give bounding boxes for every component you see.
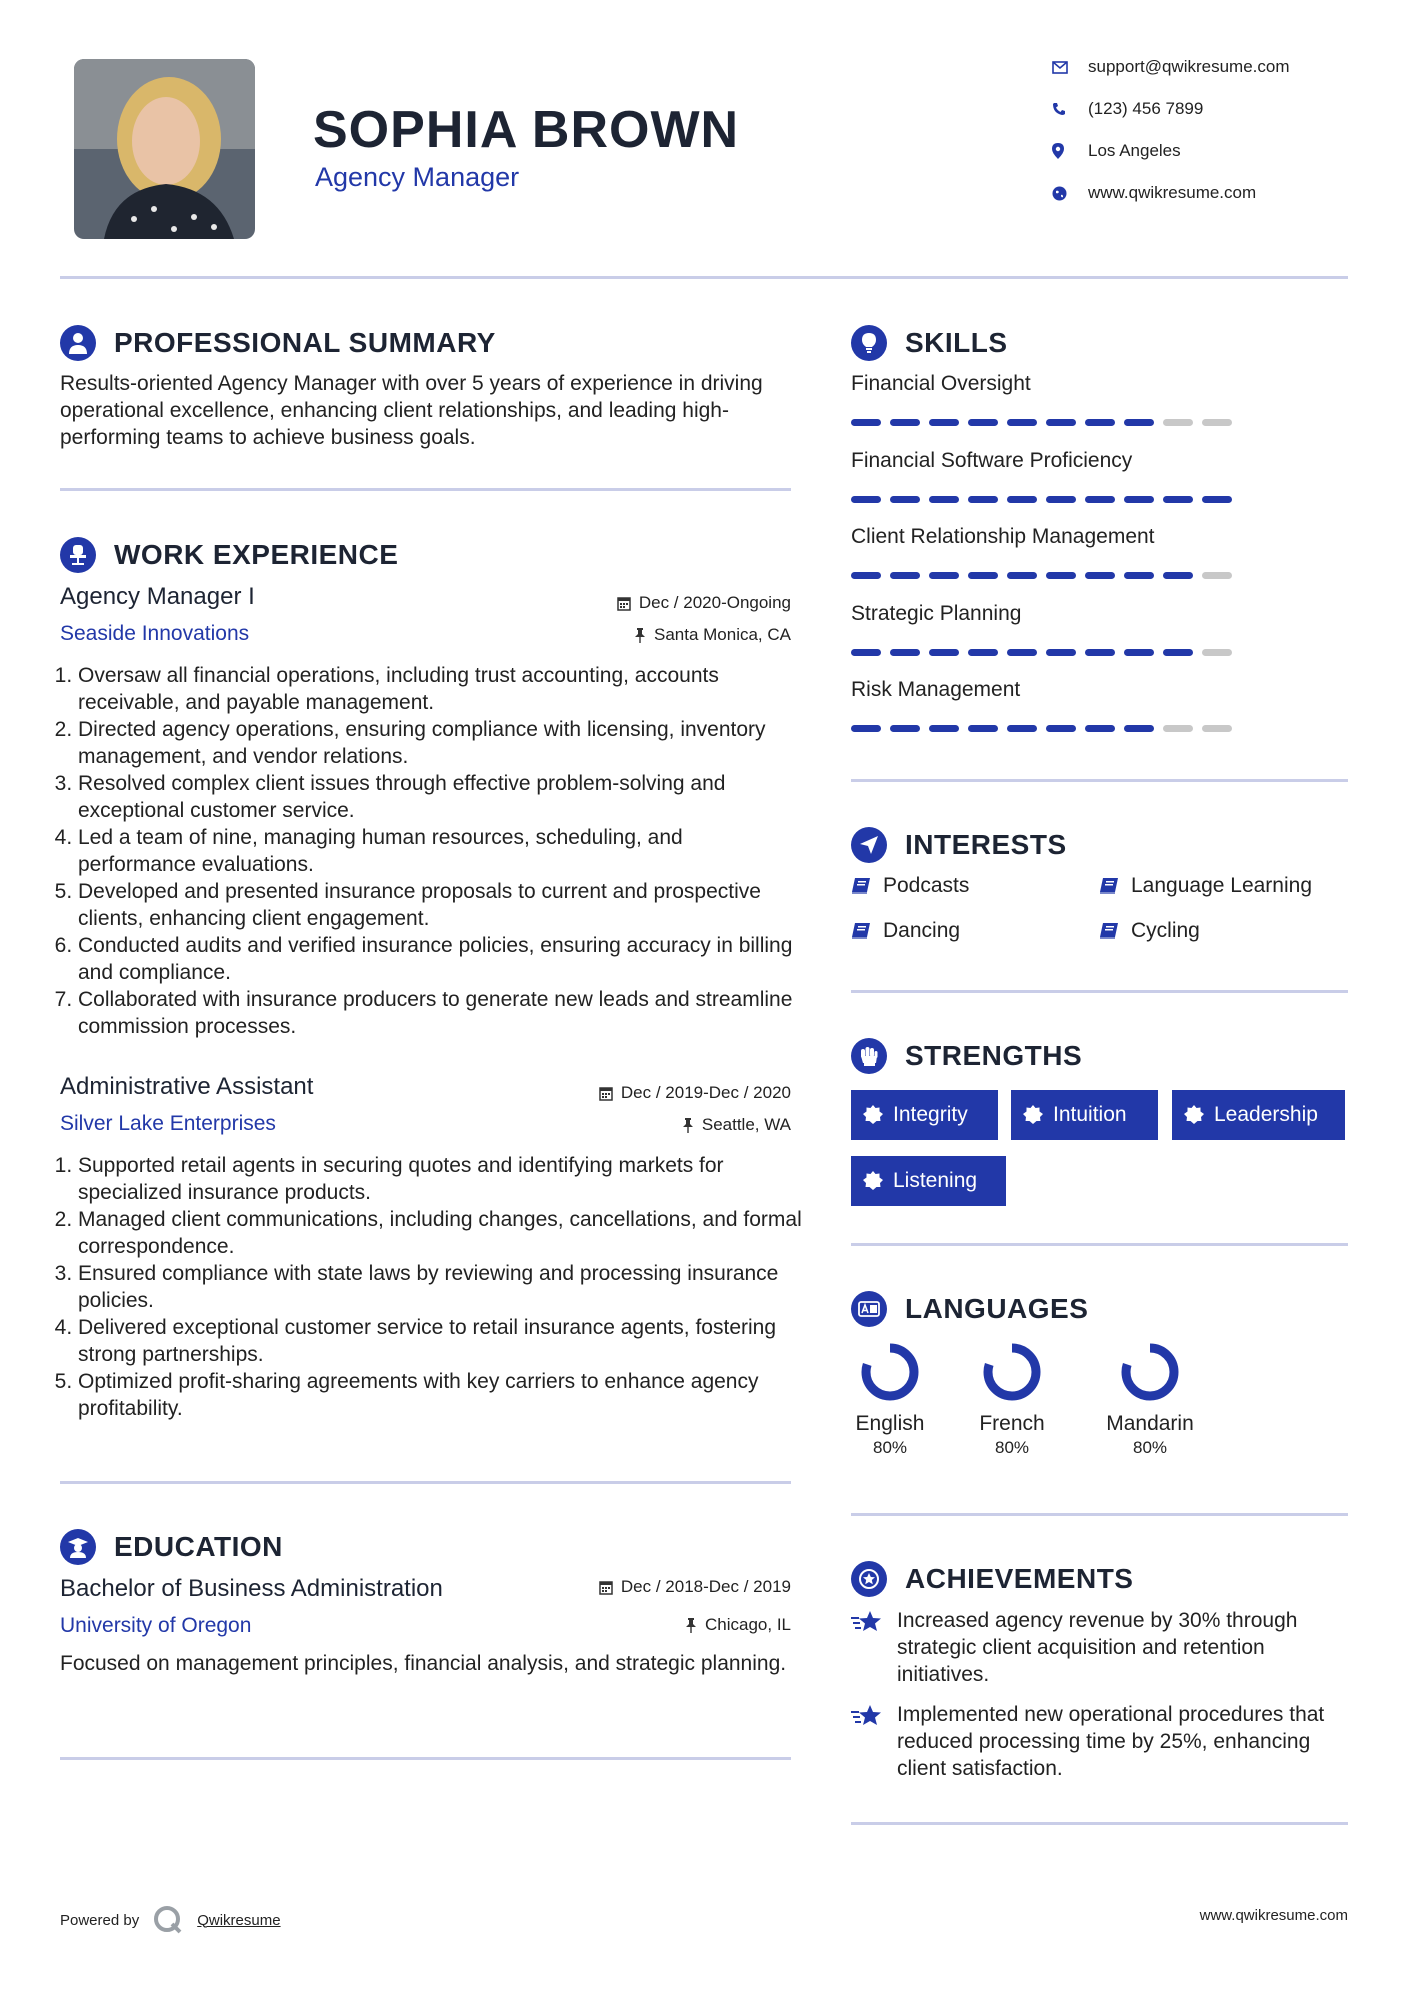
skill-dot-filled bbox=[1046, 725, 1076, 732]
skill-dot-filled bbox=[968, 419, 998, 426]
skill-dot-filled bbox=[1085, 496, 1115, 503]
skill-dot-filled bbox=[890, 725, 920, 732]
skill-dot-empty bbox=[1202, 572, 1232, 579]
education-location: Chicago, IL bbox=[685, 1615, 791, 1635]
list-item: 1. Oversaw all financial operations, including trust accounting, accounts receivable, and payable management. bbox=[78, 662, 805, 716]
list-item: 3. Ensured compliance with state laws by reviewing and processing insurance policies. bbox=[78, 1260, 805, 1314]
skill-dot-filled bbox=[890, 496, 920, 503]
book-icon bbox=[1099, 922, 1119, 940]
language-name: French bbox=[979, 1412, 1045, 1435]
interests-heading: INTERESTS bbox=[851, 827, 1067, 863]
skills-heading: SKILLS bbox=[851, 325, 1008, 361]
book-icon bbox=[851, 877, 871, 895]
achievement-item: Implemented new operational procedures that reduced processing time by 25%, enhancing client satisfaction. bbox=[851, 1701, 1348, 1782]
skill-dot-filled bbox=[1163, 572, 1193, 579]
skill-dot-filled bbox=[929, 572, 959, 579]
skill-dot-filled bbox=[968, 725, 998, 732]
language-gauge bbox=[1120, 1342, 1180, 1402]
skill-dot-filled bbox=[1124, 496, 1154, 503]
education-text: Focused on management principles, financial analysis, and strategic planning. bbox=[60, 1652, 787, 1675]
divider bbox=[851, 779, 1348, 782]
skill-dot-filled bbox=[890, 572, 920, 579]
contact-email[interactable]: support@qwikresume.com bbox=[1050, 57, 1290, 77]
skill-dot-filled bbox=[890, 419, 920, 426]
strength-badge: Leadership bbox=[1172, 1090, 1345, 1140]
skill-dot-filled bbox=[1007, 649, 1037, 656]
interest-item: Language Learning bbox=[1099, 874, 1312, 898]
skill-dot-filled bbox=[929, 419, 959, 426]
phone-icon bbox=[1050, 102, 1088, 116]
candidate-title: Agency Manager bbox=[315, 162, 520, 192]
pin-icon bbox=[682, 1118, 694, 1133]
pin-icon bbox=[685, 1618, 697, 1633]
language-percent: 80% bbox=[872, 1438, 908, 1457]
skill-level-bar bbox=[851, 496, 1232, 503]
language-item bbox=[1100, 1342, 1200, 1458]
skill-dot-filled bbox=[1085, 419, 1115, 426]
skill-dot-empty bbox=[1163, 419, 1193, 426]
achievements-heading: ACHIEVEMENTS bbox=[851, 1561, 1133, 1597]
candidate-name: SOPHIA BROWN bbox=[313, 101, 740, 159]
skill-dot-filled bbox=[1163, 649, 1193, 656]
calendar-icon bbox=[617, 596, 631, 611]
skill-name: Client Relationship Management bbox=[851, 525, 1155, 548]
skill-level-bar bbox=[851, 572, 1232, 579]
skill-dot-filled bbox=[1124, 725, 1154, 732]
book-icon bbox=[1099, 877, 1119, 895]
strengths-heading: STRENGTHS bbox=[851, 1038, 1082, 1074]
language-gauge bbox=[982, 1342, 1042, 1402]
qwikresume-link[interactable]: Qwikresume bbox=[197, 1911, 281, 1929]
degree-title: Bachelor of Business Administration bbox=[60, 1575, 443, 1602]
language-name: English bbox=[855, 1412, 925, 1435]
paper-plane-icon bbox=[851, 827, 887, 863]
skill-name: Financial Software Proficiency bbox=[851, 448, 1133, 472]
list-item: 6. Conducted audits and verified insurance policies, ensuring accuracy in billing and compliance. bbox=[78, 932, 805, 986]
badge-icon bbox=[863, 1105, 883, 1125]
calendar-icon bbox=[599, 1086, 613, 1101]
language-percent: 80% bbox=[1132, 1438, 1168, 1457]
school-name: University of Oregon bbox=[60, 1614, 252, 1637]
badge-icon bbox=[1023, 1105, 1043, 1125]
skill-dot-filled bbox=[890, 649, 920, 656]
list-item: 5. Optimized profit-sharing agreements with key carriers to enhance agency profitability. bbox=[78, 1368, 805, 1422]
book-icon bbox=[851, 922, 871, 940]
envelope-icon bbox=[1050, 61, 1088, 74]
language-item bbox=[962, 1342, 1062, 1458]
job-dates: Dec / 2019-Dec / 2020 bbox=[599, 1083, 791, 1103]
skill-dot-filled bbox=[929, 496, 959, 503]
education-heading: EDUCATION bbox=[60, 1529, 283, 1565]
achievement-item: Increased agency revenue by 30% through strategic client acquisition and retention initiatives. bbox=[851, 1607, 1348, 1688]
footer-website[interactable]: www.qwikresume.com bbox=[1199, 1907, 1348, 1924]
header-divider bbox=[60, 276, 1348, 279]
qwikresume-logo-icon bbox=[153, 1905, 183, 1935]
skill-dot-filled bbox=[851, 572, 881, 579]
skill-dot-filled bbox=[1085, 725, 1115, 732]
contact-phone[interactable]: (123) 456 7899 bbox=[1050, 99, 1203, 119]
badge-icon bbox=[1184, 1105, 1204, 1125]
globe-icon bbox=[1050, 186, 1088, 201]
job-title: Administrative Assistant bbox=[60, 1073, 314, 1100]
summary-heading: PROFESSIONAL SUMMARY bbox=[60, 325, 496, 361]
divider bbox=[60, 1757, 791, 1760]
skill-dot-empty bbox=[1202, 419, 1232, 426]
skill-dot-filled bbox=[1007, 496, 1037, 503]
chair-icon bbox=[60, 537, 96, 573]
language-gauge-arc bbox=[1126, 1348, 1174, 1396]
divider bbox=[851, 1243, 1348, 1246]
calendar-icon bbox=[599, 1580, 613, 1595]
skill-dot-filled bbox=[1007, 419, 1037, 426]
skill-dot-filled bbox=[1124, 419, 1154, 426]
skill-dot-filled bbox=[1124, 572, 1154, 579]
list-item: 4. Led a team of nine, managing human resources, scheduling, and performance evaluations. bbox=[78, 824, 805, 878]
lightbulb-icon bbox=[851, 325, 887, 361]
language-gauge-arc bbox=[988, 1348, 1036, 1396]
job-title: Agency Manager I bbox=[60, 583, 255, 610]
skill-name: Risk Management bbox=[851, 678, 1021, 701]
contact-location: Los Angeles bbox=[1050, 141, 1181, 161]
job-company: Seaside Innovations bbox=[60, 622, 250, 645]
fist-icon bbox=[851, 1038, 887, 1074]
divider bbox=[60, 1481, 791, 1484]
skill-dot-filled bbox=[968, 496, 998, 503]
skill-dot-filled bbox=[1046, 419, 1076, 426]
list-item: 7. Collaborated with insurance producers to generate new leads and streamline commission processes. bbox=[78, 986, 805, 1040]
interest-item: Dancing bbox=[851, 919, 960, 943]
skill-level-bar bbox=[851, 649, 1232, 656]
skill-dot-empty bbox=[1163, 725, 1193, 732]
divider bbox=[60, 488, 791, 491]
skill-dot-filled bbox=[1046, 649, 1076, 656]
interest-item: Podcasts bbox=[851, 874, 969, 898]
divider bbox=[851, 1822, 1348, 1825]
user-icon bbox=[60, 325, 96, 361]
profile-photo bbox=[74, 59, 255, 239]
job-location: Santa Monica, CA bbox=[634, 625, 791, 645]
skill-dot-empty bbox=[1202, 725, 1232, 732]
divider bbox=[851, 990, 1348, 993]
star-speed-icon bbox=[851, 1609, 883, 1635]
skill-dot-filled bbox=[1202, 496, 1232, 503]
skill-level-bar bbox=[851, 725, 1232, 732]
languages-heading: LANGUAGES bbox=[851, 1291, 1088, 1327]
job-duties bbox=[60, 662, 805, 1040]
skill-dot-filled bbox=[1163, 496, 1193, 503]
skill-dot-filled bbox=[851, 725, 881, 732]
skill-dot-filled bbox=[851, 419, 881, 426]
language-gauge-arc bbox=[866, 1348, 914, 1396]
divider bbox=[851, 1513, 1348, 1516]
language-percent: 80% bbox=[994, 1438, 1030, 1457]
strength-badge: Integrity bbox=[851, 1090, 998, 1140]
skill-dot-filled bbox=[929, 649, 959, 656]
skill-dot-filled bbox=[968, 649, 998, 656]
skill-dot-filled bbox=[851, 496, 881, 503]
skill-dot-empty bbox=[1202, 649, 1232, 656]
job-company: Silver Lake Enterprises bbox=[60, 1112, 276, 1135]
skill-level-bar bbox=[851, 419, 1232, 426]
badge-icon bbox=[863, 1171, 883, 1191]
skill-dot-filled bbox=[968, 572, 998, 579]
job-dates: Dec / 2020-Ongoing bbox=[617, 593, 791, 613]
list-item: 3. Resolved complex client issues through effective problem-solving and exceptional customer service. bbox=[78, 770, 805, 824]
skill-dot-filled bbox=[1085, 649, 1115, 656]
map-pin-icon bbox=[1050, 143, 1088, 159]
language-item bbox=[840, 1342, 940, 1458]
list-item: 2. Directed agency operations, ensuring compliance with licensing, inventory management, and vendor relations. bbox=[78, 716, 805, 770]
skill-name: Strategic Planning bbox=[851, 601, 1022, 625]
powered-by: Powered by Qwikresume bbox=[60, 1905, 281, 1935]
language-name: Mandarin bbox=[1106, 1412, 1194, 1435]
skill-dot-filled bbox=[1007, 725, 1037, 732]
strength-badge: Intuition bbox=[1011, 1090, 1158, 1140]
skill-dot-filled bbox=[1124, 649, 1154, 656]
translate-icon bbox=[851, 1291, 887, 1327]
list-item: 4. Delivered exceptional customer service to retail insurance agents, fostering strong partnerships. bbox=[78, 1314, 805, 1368]
list-item: 1. Supported retail agents in securing quotes and identifying markets for specialized insurance products. bbox=[78, 1152, 805, 1206]
graduate-icon bbox=[60, 1529, 96, 1565]
skill-name: Financial Oversight bbox=[851, 372, 1031, 395]
contact-website[interactable]: www.qwikresume.com bbox=[1050, 183, 1256, 203]
job-location: Seattle, WA bbox=[682, 1115, 791, 1135]
job-duties bbox=[60, 1152, 805, 1422]
summary-text: Results-oriented Agency Manager with over 5 years of experience in driving operational excellence, enhancing client relationships, and leading high-performing teams to achieve business goals. bbox=[60, 372, 763, 449]
skill-dot-filled bbox=[929, 725, 959, 732]
star-speed-icon bbox=[851, 1703, 883, 1729]
experience-heading: WORK EXPERIENCE bbox=[60, 537, 398, 573]
list-item: 5. Developed and presented insurance proposals to current and prospective clients, enhancing client engagement. bbox=[78, 878, 805, 932]
language-gauge bbox=[860, 1342, 920, 1402]
strength-badge: Listening bbox=[851, 1156, 1006, 1206]
skill-dot-filled bbox=[1046, 496, 1076, 503]
pin-icon bbox=[634, 628, 646, 643]
skill-dot-filled bbox=[1007, 572, 1037, 579]
interest-item: Cycling bbox=[1099, 919, 1200, 943]
education-dates: Dec / 2018-Dec / 2019 bbox=[599, 1577, 791, 1597]
list-item: 2. Managed client communications, including changes, cancellations, and formal correspondence. bbox=[78, 1206, 805, 1260]
skill-dot-filled bbox=[1085, 572, 1115, 579]
star-badge-icon bbox=[851, 1561, 887, 1597]
skill-dot-filled bbox=[851, 649, 881, 656]
skill-dot-filled bbox=[1046, 572, 1076, 579]
